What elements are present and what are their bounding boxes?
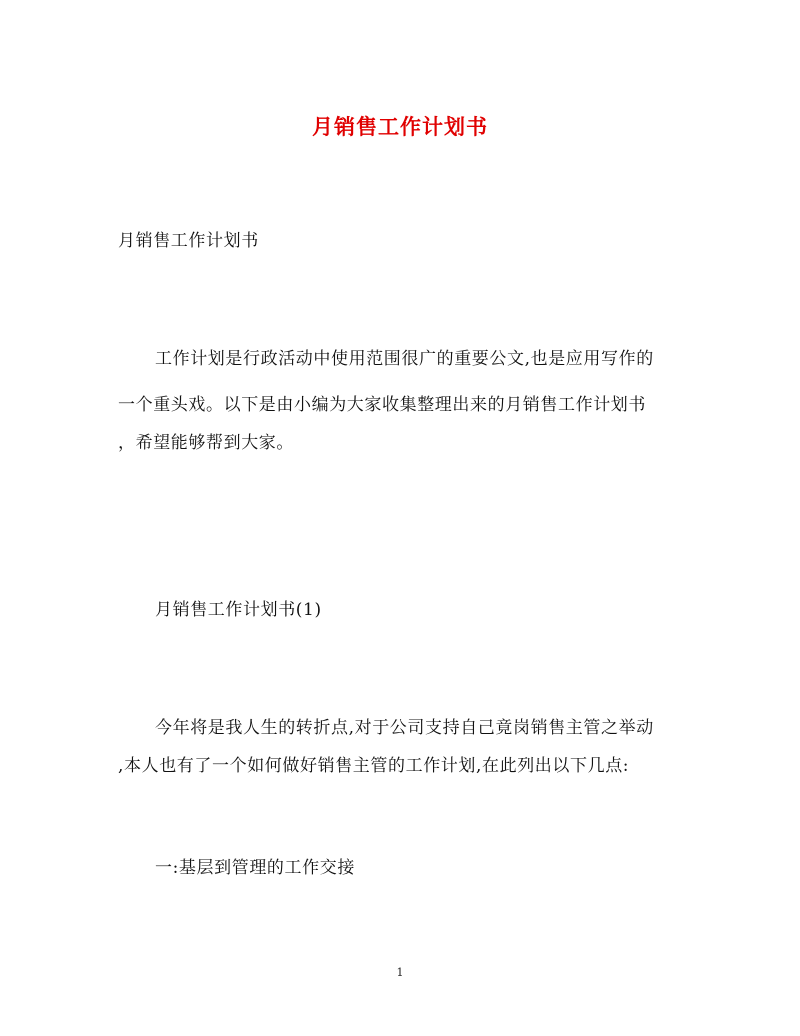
list-item-heading: 一:基层到管理的工作交接 — [155, 858, 355, 878]
document-subtitle: 月销售工作计划书 — [118, 231, 259, 251]
intro-line-3: ，希望能够帮到大家。 — [118, 433, 294, 453]
section-heading: 月销售工作计划书(1) — [155, 600, 322, 620]
document-title: 月销售工作计划书 — [312, 114, 488, 139]
intro-line-1: 工作计划是行政活动中使用范围很广的重要公文,也是应用写作的 — [155, 349, 654, 369]
paragraph-line-1: 今年将是我人生的转折点,对于公司支持自己竟岗销售主管之举动 — [155, 718, 654, 738]
page-number: 1 — [396, 966, 404, 979]
intro-line-2: 一个重头戏。以下是由小编为大家收集整理出来的月销售工作计划书 — [118, 395, 646, 415]
paragraph-line-2: ,本人也有了一个如何做好销售主管的工作计划,在此列出以下几点: — [118, 756, 630, 776]
